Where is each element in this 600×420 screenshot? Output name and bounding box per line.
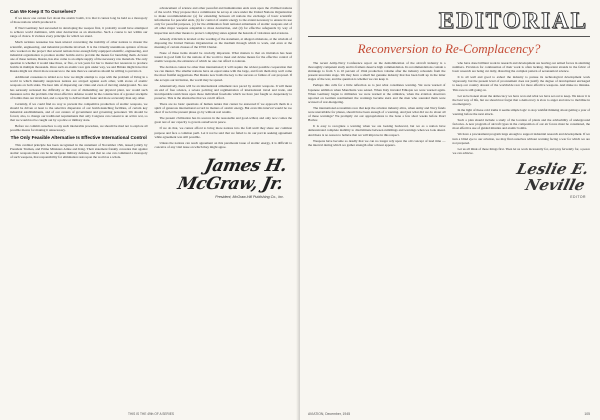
left-column-1: [10, 6, 148, 199]
body-paragraph: Much reckless nonsense has been uttered concerning the inability of other nations to master the scientific, engineering, and industrial problems involved. It is the virtually unanimous opinion of those who worked on the project that several nations have enough fully equipped scientific, engineering, and industrial organization to produce atomic bombs and to provide the means for launching them. At least one of these nations, Russia, has also come to an ample supply of the necessary raw materials. The only question is whether it would take three, or five, or ten years for her to master her resources to produce bombs in multiple thousands. Once such an atomic race gets under way, we and Britain might have that Russia might not divert more resources to the task than we ourselves should be willing to put into it.: [10, 40, 148, 74]
body-paragraph: If Nazi Germany had succeeded in developing the weapon first, it probably would have attempted to achieve world dominion, with utter destruction as an alternative. Such a course is not within our range of choice. It violates every principle for which we stand.: [10, 26, 148, 39]
editor-signature: Leslie E. Neville: [514, 159, 591, 194]
section-heading: The Only Feasible Alternative Is Effective International Control: [10, 135, 147, 141]
body-paragraph: Such a plan should include a study of the location of plants and the advisability of underground factories. A new program of aircraft types in the composition of our air forces must be considered, the most effective use of guided missiles and atomic bombs.: [452, 118, 590, 131]
body-paragraph: Alternatively, there will be an international armament race paced by atomic weapons. It will mean an end of free science, a severe policing and regimentation of international travel and trade, and incomparable restrictions upon those individual freedoms which we have just fought so desperately to preserve. This is the alternative that we can ill afford.: [154, 83, 292, 100]
left-column-2: [155, 6, 293, 199]
publisher-signature-block: [155, 157, 293, 199]
body-paragraph: Unless the nations can reach agreement on this paramount issue of atomic energy, it is difficult to conceive of any vital issue on which they might agree.: [154, 140, 292, 149]
body-paragraph: This cardinal principle has been recognized in the statement of November 15th, issued jointly by President Truman, and Prime Ministers Attlee and King. Their statement frankly concedes that against atomic weapons there can be no adequate military defense, and that no one can command a monopoly of such weapons, that responsibility for elimination rests upon the world as a whole.: [10, 143, 148, 160]
body-paragraph: advancement of science and other peaceful and humanitarian ends rests upon the civilized nations of the world. They propose that a commission be set up at once under the United Nations Organization to make recommendations: (a) for extending between all nations the exchange of basic scientific information for peaceful ends, (b) for control of atomic energy to the extent necessary to ensure its use only for peaceful purposes, (c) for the elimination from national armaments of atomic weapons and of all other major weapons adaptable to mass destruction, and (d) for effective safeguards by way of inspection and other means to protect complying states against the hazards of violations and evasions.: [154, 6, 292, 35]
body-paragraph: In the light of these cold truths it seems simple logic to stop wishful thinking about getting a year of warning before the next attack.: [452, 107, 590, 117]
body-paragraph: If we know one certain fact about the atomic bomb, it is that it cannot long be held as a monopoly of those nations which produced it.: [10, 16, 148, 25]
publisher-title: President, McGraw-Hill Publishing Co., Inc.: [215, 194, 284, 199]
body-paragraph: who have done brilliant work in research and development are leaving our armed forces in alarming numbers. Provision for continuation of their work is often lacking. Important strands in the fabric of basic research are being cut daily, distorting the complex pattern of aeronautical science.: [452, 61, 590, 74]
body-paragraph: The international economists race that kept the aviation industry alive, when Army and Navy funds were unavailable for planes, should have been enough of a warning. And just what did we do about all of these warnings? We promptly cut our appropriations to the bone a few short weeks before Pearl Harbor.: [308, 105, 446, 123]
left-column-2-body: [155, 6, 293, 149]
publisher-signature: James H. McGraw, Jr.: [175, 155, 289, 194]
body-paragraph: The recent Army-Navy Conference report on the demobilization of the aircraft industry is a thoroughly competent study and its framers deserve high commendation. Its recommendations contain a shrinkage to from 5 to 10 percent of 1944 production volume after the industry rebounds from the present uncertain stage. We may have a small but genuine industry that has been built up in the latter stages of the war, and the question is whether we can keep it.: [308, 61, 446, 82]
body-paragraph: Before we commit ourselves to any such intolerable procedure, we should be mad not to explore all possible means for making it unnecessary.: [10, 124, 148, 133]
editor-title: EDITOR: [570, 194, 586, 199]
right-page: [300, 0, 600, 420]
editorial-masthead: EDITORIAL: [438, 8, 588, 33]
body-paragraph: It is easy to recognize a warning when we are looking backward, but we as a nation have demonstrated complete inability to discriminate between rumblings and warnings when we look ahead. And there is no reason to believe that we will improve in this respect.: [308, 124, 446, 137]
body-paragraph: Let us be honest about the democracy we have won and what we have set out to keep. We know it is the best way of life, but we should not forget that a democracy is slow to anger and slow to mobilize in an emergency.: [452, 93, 590, 106]
body-paragraph: We have a procurement program large enough to support industrial research and development. If we turn a blind eye to our aviation, we may find ourselves without warning facing a war for which we are not prepared.: [452, 132, 590, 145]
body-paragraph: The present civilization has its sources in the reasonable and good-willed, and only now comes the great test of our capacity to govern ourselves in peace.: [154, 116, 292, 125]
body-paragraph: Let us all think of these things first. Then let us work incessantly for, and pray fervently for, a peace we can achieve.: [452, 146, 590, 155]
body-paragraph: Already criticism is leveled at the wording of the statement, at alleged omissions, at the wisdom of disposing the United Nations Organization as the medium through which to work, and even at the meaning of certain clauses of the UNO Charter.: [154, 36, 292, 49]
body-paragraph: Additional consensus is tabled as to how we might attempt to cope with the problem of living in a world in which mutually suspicious nations are arrayed against each other, with stores of atomic weapons on both sides. We hear talk of dispersing our cities and even of moving underground. No one has seriously reckoned the difficulty or the cost of dismantling our physical plant, nor would such measures solve the problem. Our most effective defense would be the construction of a greater stockpile of bombs than our rivals had, and a capacity to deliver them faster and more accurately than any other.: [10, 75, 148, 100]
masthead-rule: [308, 36, 590, 37]
right-column-1: [308, 61, 446, 199]
issue-line: AVIATION, December, 1945: [308, 412, 351, 416]
body-paragraph: The decision cannot be other than international; it will require the widest possible cooperation that we can muster. The smaller nations have an equal stake with the large, and from them may well come the most fruitful suggestions. But Russia now holds the key to the success or failure of our proposal. If she accepts our invitation, the world may be spared.: [154, 65, 292, 82]
body-paragraph: There are no basic questions of human nature that cannot be answered if we approach them in a spirit of generous international accord in matters of atomic energy. But even this interval would be too short if we let the present phase go by without real results.: [154, 101, 292, 115]
editor-signature-block: [453, 161, 591, 199]
page-footer: [308, 412, 590, 416]
body-paragraph: None of these items should be crucially important. What matters is that an invitation has been issued in good faith for the nations of the world to meet and devise means for the effective control of atomic weapons, the existence of which no one can afford to tolerate.: [154, 50, 292, 64]
body-paragraph: Weapons have become so deadly that we can no longer rely upon the old concept of lead time — the interval during which we gather strength after a threat appears.: [308, 138, 446, 147]
body-paragraph: Certainly, if we could find no way to prevent the competitive production of atomic weapons, we should be driven at least to the selective dispersion of our bomb-launching facilities, of certain key industrial establishments, and of our centers of government and governing personnel. We should be forced, also, to change our traditional requirements that only Congress can consent to an active war, so that we would not be caught out by a police or military state.: [10, 101, 148, 123]
body-paragraph: Perhaps this calls for a little reflection as to just what constitutes warning. We were warned of Japanese ambition when Manchuria was seized. When Italy invaded Ethiopia we were warned again. When Germany began to militarize we were warned at the armistice, when the aviation observers reported on German rearmament the warnings became stern and the men who sounded them were accused of war-mongering.: [308, 83, 446, 104]
right-column-2: [453, 61, 591, 199]
body-paragraph: It is all well and good to exhort the industry to pursue its technological development work vigorously, but the present level of procurement does not justify the degree of development envisaged to keep our country abreast of the worldwide race for more effective weapons. And make no mistake. This race is still going on.: [452, 75, 590, 92]
right-column-2-body: [453, 61, 591, 155]
section-heading: Can We Keep It To Ourselves?: [10, 9, 77, 14]
body-paragraph: If we do that, we cannot afford to bring more nations into the fold until they share our common purpose and face a common peril. Let it not be said that we failed to do our part in seeking agreement while agreement was still possible.: [154, 126, 292, 139]
page-number: 105: [584, 412, 590, 416]
editorial-title: Reconversion to Re-Complacency?: [357, 41, 541, 56]
series-footer: THIS IS THE 49th OF A SERIES: [128, 412, 174, 416]
